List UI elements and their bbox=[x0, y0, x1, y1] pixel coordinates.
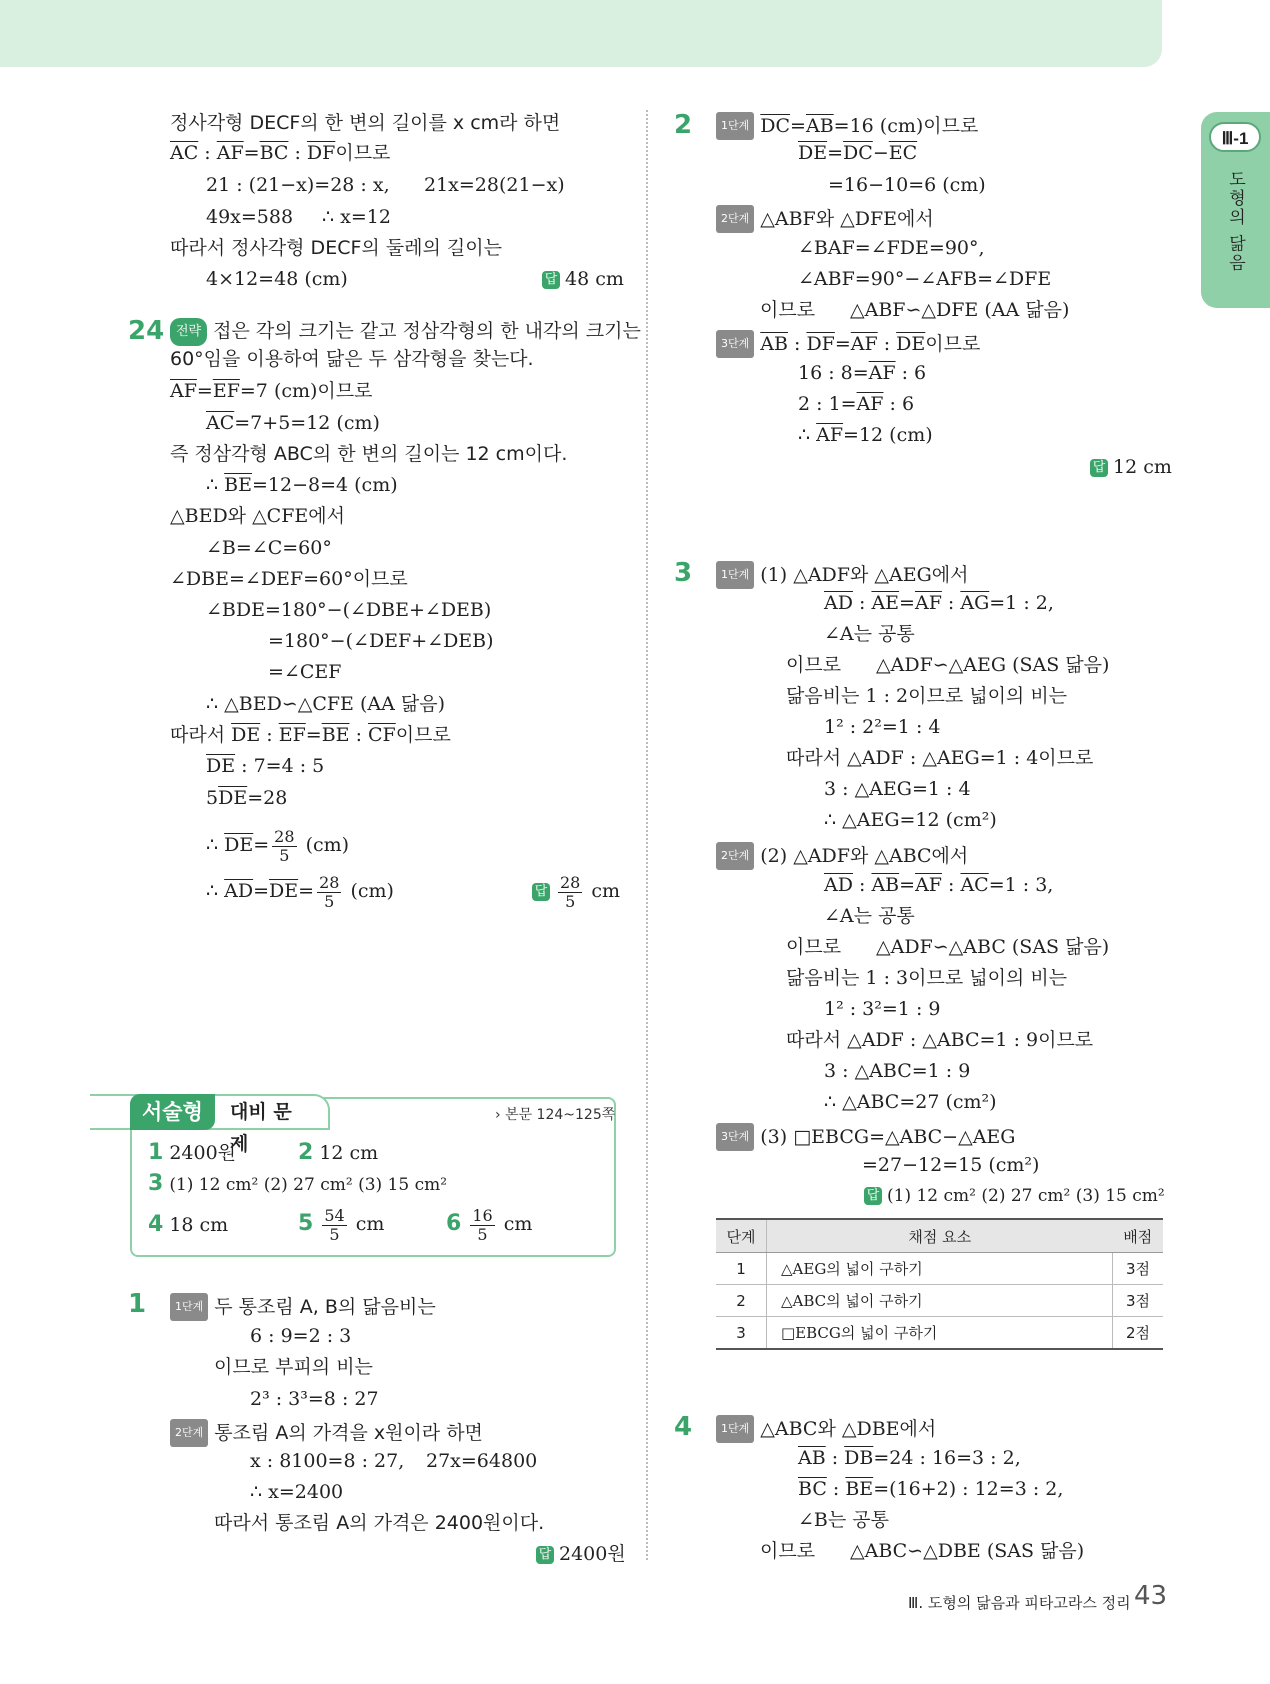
table-cell: 3점 bbox=[1113, 1253, 1164, 1285]
text-line bbox=[716, 205, 934, 233]
answer-mark: 답 bbox=[536, 1546, 554, 1564]
table-row bbox=[716, 1253, 1163, 1285]
unit: cm bbox=[503, 1213, 533, 1235]
equation: 1단계 $\overline{DC}=\overline{AB}=16$ (cm)이므로 bbox=[716, 112, 978, 140]
text-fragment: 16 : 8= bbox=[798, 362, 869, 384]
stage-badge: 3단계 bbox=[716, 330, 754, 358]
text-fragment: △ABF와 △DFE에서 bbox=[760, 208, 934, 230]
equation: ∴ x=12 bbox=[322, 206, 391, 228]
column-header: 배점 bbox=[1113, 1219, 1164, 1253]
equation: ∠BDE=180°−(∠DBE+∠DEB) bbox=[206, 599, 492, 621]
column-header: 단계 bbox=[716, 1219, 767, 1253]
table-cell: □EBCG의 넓이 구하기 bbox=[767, 1317, 1113, 1350]
text-fragment: =7+5=12 (cm) bbox=[234, 412, 380, 434]
text-line: 이므로 bbox=[760, 1540, 816, 1562]
problem-number-1: 1 bbox=[128, 1289, 147, 1319]
text-line bbox=[716, 1415, 936, 1443]
table-cell: 3 bbox=[716, 1317, 767, 1350]
stage-badge: 1단계 bbox=[716, 1415, 754, 1443]
text-fragment: =16 (cm)이므로 bbox=[833, 115, 979, 137]
answer-text: 2400원 bbox=[559, 1543, 626, 1565]
fraction: $\frac{16}{5}$ bbox=[472, 1205, 493, 1244]
equation: 21x=28(21−x) bbox=[424, 174, 565, 196]
strategy-line bbox=[170, 318, 641, 346]
equation: 3 : △ABC=1 : 9 bbox=[824, 1060, 971, 1082]
text-line bbox=[170, 1293, 436, 1321]
equation: ∴ x=2400 bbox=[250, 1481, 344, 1503]
text-line: 정사각형 DECF의 한 변의 길이를 x cm라 하면 bbox=[170, 112, 561, 134]
text-fragment: (1) △ADF와 △AEG에서 bbox=[760, 564, 969, 586]
page-number: 43 bbox=[1134, 1581, 1168, 1611]
table-row bbox=[716, 1285, 1163, 1317]
equation: 3 : △AEG=1 : 4 bbox=[824, 778, 971, 800]
equation: ∴ △BED∽△CFE (AA 닮음) bbox=[206, 693, 445, 715]
table-cell: 2점 bbox=[1113, 1317, 1164, 1350]
text-line: 닮음비는 1 : 3이므로 넓이의 비는 bbox=[786, 967, 1068, 989]
text-line: 따라서 통조림 A의 가격은 2400원이다. bbox=[214, 1512, 545, 1534]
text-fragment: (2) △ADF와 △ABC에서 bbox=[760, 845, 969, 867]
essay-answer-1: 1 2400원 bbox=[148, 1140, 237, 1165]
text-line: ∠A는 공통 bbox=[824, 905, 915, 927]
text-line: 즉 정삼각형 ABC의 한 변의 길이는 12 cm이다. bbox=[170, 443, 568, 465]
text-line: 이므로 부피의 비는 bbox=[214, 1356, 373, 1378]
table-cell: 1 bbox=[716, 1253, 767, 1285]
equation: 2 : $1=\overline{AF}$ : 6 bbox=[798, 393, 915, 415]
equation: 27x=64800 bbox=[426, 1450, 538, 1472]
strategy-text: 60°임을 이용하여 닮은 두 삼각형을 찾는다. bbox=[170, 348, 534, 370]
equation: 16 : $8=\overline{AF}$ : 6 bbox=[798, 362, 927, 384]
answer-24 bbox=[532, 870, 620, 912]
text-line: ∠A는 공통 bbox=[824, 623, 915, 645]
equation: =∠CEF bbox=[268, 661, 342, 683]
text-fragment: 2 : 1= bbox=[798, 393, 857, 415]
table-cell: △AEG의 넓이 구하기 bbox=[767, 1253, 1113, 1285]
chapter-side-tab[interactable] bbox=[1201, 112, 1270, 308]
text-fragment: 이므로 bbox=[395, 724, 451, 746]
stage-badge: 2단계 bbox=[716, 842, 754, 870]
equation: 21 : (21−x)=28 : x, bbox=[206, 174, 390, 196]
table-header-row bbox=[716, 1219, 1163, 1253]
text-fragment: =1 : 2, bbox=[989, 592, 1054, 614]
stage-badge: 1단계 bbox=[716, 561, 754, 589]
answer-23 bbox=[542, 266, 624, 292]
equation: ∴ $\overline{BE}=12-8=4$ (cm) bbox=[206, 474, 398, 496]
essay-title-main: 서술형 bbox=[130, 1094, 215, 1130]
answer-mark: 답 bbox=[542, 271, 560, 289]
answer-text: 2400원 bbox=[169, 1142, 237, 1164]
essay-answer-5: 5 $\frac{54}{5}$ cm bbox=[298, 1205, 385, 1244]
equation: =180°−(∠DEF+∠DEB) bbox=[268, 630, 494, 652]
essay-answer-4: 4 18 cm bbox=[148, 1212, 229, 1237]
equation: 따라서 $\overline{DE}$ : $\overline{EF}=\overline{BE}$ : $\overline{CF}$이므로 bbox=[170, 724, 451, 746]
strategy-text: 접은 각의 크기는 같고 정삼각형의 한 내각의 크기는 bbox=[213, 320, 641, 342]
text-line: 이므로 bbox=[786, 936, 842, 958]
answer-text: (1) 12 cm² (2) 27 cm² (3) 15 cm² bbox=[169, 1175, 448, 1195]
equation: =16−10=6 (cm) bbox=[828, 174, 986, 196]
text-line: 따라서 정사각형 DECF의 둘레의 길이는 bbox=[170, 237, 502, 259]
equation: 2³ : 3³=8 : 27 bbox=[250, 1388, 379, 1410]
unit: cm bbox=[591, 880, 621, 902]
equation: $\overline{DE}=\overline{DC}-\overline{EC}$ bbox=[798, 142, 918, 164]
equation: ∴ △ABC=27 (cm²) bbox=[824, 1091, 997, 1113]
equation: $\overline{AD}$ : $\overline{AB}=\overline{AF}$ : $\overline{AC}=1$ : 3, bbox=[824, 874, 1054, 896]
text-fragment: =28 bbox=[247, 787, 288, 809]
fraction: $\frac{28}{5}$ bbox=[319, 872, 340, 911]
equation: 6 : 9=2 : 3 bbox=[250, 1325, 352, 1347]
equation: 4×12=48 (cm) bbox=[206, 268, 348, 290]
equation: ∠DBE=∠DEF=60°이므로 bbox=[170, 568, 408, 590]
text-line: 따라서 △ADF : △ABC=1 : 9이므로 bbox=[786, 1029, 1094, 1051]
equation: $5\overline{DE}=28$ bbox=[206, 787, 288, 809]
equation: $\overline{AF}=\overline{EF}=7$ (cm)이므로 bbox=[170, 380, 373, 402]
scoring-table bbox=[716, 1218, 1163, 1350]
stage-badge: 1단계 bbox=[716, 112, 754, 140]
reference-text: 본문 124~125쪽 bbox=[505, 1107, 616, 1123]
problem-number-3: 3 bbox=[674, 558, 693, 588]
problem-number-4: 4 bbox=[674, 1412, 693, 1442]
text-fragment: =24 : 16=3 : 2, bbox=[873, 1447, 1021, 1469]
equation: ∠BAF=∠FDE=90°, bbox=[798, 237, 985, 259]
fraction: $\frac{28}{5}$ bbox=[560, 872, 581, 911]
equation: △ABF∽△DFE (AA 닮음) bbox=[850, 299, 1070, 321]
text-fragment: : 7=4 : 5 bbox=[235, 755, 325, 777]
equation: $\overline{AD}$ : $\overline{AE}=\overline{AF}$ : $\overline{AG}=1$ : 2, bbox=[824, 592, 1054, 614]
text-line bbox=[170, 1419, 483, 1447]
strategy-tag: 전략 bbox=[170, 318, 207, 346]
equation: ∴ $\overline{DE}=$ $\frac{28}{5}$ (cm) bbox=[206, 826, 350, 865]
unit: (cm) bbox=[305, 834, 350, 856]
answer-text: (1) 12 cm² (2) 27 cm² (3) 15 cm² bbox=[887, 1186, 1165, 1206]
table-cell: △ABC의 넓이 구하기 bbox=[767, 1285, 1113, 1317]
equation: ∠ABF=90°−∠AFB=∠DFE bbox=[798, 268, 1052, 290]
text-fragment: : 6 bbox=[883, 393, 915, 415]
table-cell: 3점 bbox=[1113, 1285, 1164, 1317]
stage-badge: 3단계 bbox=[716, 1123, 754, 1151]
text-fragment: 두 통조림 A, B의 닮음비는 bbox=[214, 1296, 436, 1318]
equation: 3단계 $\overline{AB}$ : $\overline{DF}=\overline{AF}$ : $\overline{DE}$이므로 bbox=[716, 330, 980, 358]
equation: ∴ $\overline{AD}=\overline{DE}=$ $\frac{28}{5}$ (cm) bbox=[206, 872, 394, 911]
header-band bbox=[0, 0, 1162, 67]
stage-badge: 2단계 bbox=[716, 205, 754, 233]
chapter-title: 도형의 닮음 bbox=[1225, 170, 1245, 273]
equation: ∴ △AEG=12 (cm²) bbox=[824, 809, 997, 831]
equation bbox=[716, 1123, 1015, 1151]
text-fragment: =7 (cm)이므로 bbox=[239, 380, 373, 402]
text-fragment: △ABC와 △DBE에서 bbox=[760, 1418, 937, 1440]
text-fragment: : 6 bbox=[895, 362, 927, 384]
text-fragment: (3) □EBCG=△ABC−△AEG bbox=[760, 1126, 1016, 1148]
table-row bbox=[716, 1317, 1163, 1350]
text-line: 이므로 bbox=[786, 654, 842, 676]
equation: 1² : 2²=1 : 4 bbox=[824, 716, 941, 738]
stage-badge: 1단계 bbox=[170, 1293, 208, 1321]
equation: $\overline{AC}=7+5=12$ (cm) bbox=[206, 412, 380, 434]
essay-answer-2: 2 12 cm bbox=[298, 1140, 379, 1165]
answer-1 bbox=[536, 1541, 626, 1567]
chapter-footer: Ⅲ. 도형의 닮음과 피타고라스 정리 bbox=[908, 1594, 1131, 1612]
text-fragment: =12−8=4 (cm) bbox=[251, 474, 398, 496]
text-line: 따라서 △ADF : △AEG=1 : 4이므로 bbox=[786, 747, 1094, 769]
equation: 1² : 3²=1 : 9 bbox=[824, 998, 941, 1020]
answer-mark: 답 bbox=[532, 883, 550, 901]
unit: cm bbox=[355, 1213, 385, 1235]
text-fragment: =(16+2) : 12=3 : 2, bbox=[873, 1478, 1064, 1500]
essay-answer-3: 3 (1) 12 cm² (2) 27 cm² (3) 15 cm² bbox=[148, 1171, 448, 1196]
column-divider bbox=[646, 110, 648, 1560]
chapter-badge: Ⅲ-1 bbox=[1209, 122, 1261, 152]
unit: (cm) bbox=[350, 880, 394, 902]
problem-number-2: 2 bbox=[674, 110, 693, 140]
equation: △ADF∽△AEG (SAS 닮음) bbox=[876, 654, 1110, 676]
page-reference[interactable]: › 본문 124~125쪽 bbox=[495, 1107, 616, 1123]
answer-3 bbox=[864, 1183, 1165, 1209]
equation: ∠B=∠C=60° bbox=[206, 537, 332, 559]
equation: $\overline{BC}$ : $\overline{BE}=(16+2)$ : 12=3 : 2, bbox=[798, 1478, 1064, 1500]
text-line: 닮음비는 1 : 2이므로 넓이의 비는 bbox=[786, 685, 1068, 707]
equation: =27−12=15 (cm²) bbox=[862, 1154, 1040, 1176]
equation: △ABC∽△DBE (SAS 닮음) bbox=[850, 1540, 1085, 1562]
equation: $\overline{DE}$ : 7=4 : 5 bbox=[206, 755, 325, 777]
table-cell: 2 bbox=[716, 1285, 767, 1317]
equation: △ADF∽△ABC (SAS 닮음) bbox=[876, 936, 1110, 958]
problem-number-24: 24 bbox=[128, 316, 165, 346]
answer-2 bbox=[1090, 454, 1172, 480]
essay-title-sub: 대비 문제 bbox=[90, 1094, 330, 1130]
equation: ∴ $\overline{AF}=12$ (cm) bbox=[798, 424, 933, 446]
equation: 49x=588 bbox=[206, 206, 294, 228]
text-line: ∠B는 공통 bbox=[798, 1509, 889, 1531]
answer-text: 18 cm bbox=[169, 1214, 229, 1236]
text-fragment: 이므로 bbox=[335, 142, 391, 164]
answer-mark: 답 bbox=[864, 1187, 882, 1205]
text-line bbox=[716, 842, 968, 870]
text-line: $\overline{AC}$ : $\overline{AF}=\overline{BC}$ : $\overline{DF}$이므로 bbox=[170, 142, 391, 164]
text-line: 이므로 bbox=[760, 299, 816, 321]
text-line: △BED와 △CFE에서 bbox=[170, 505, 345, 527]
fraction: $\frac{54}{5}$ bbox=[324, 1205, 345, 1244]
text-line bbox=[716, 561, 968, 589]
text-fragment: 이므로 bbox=[925, 333, 981, 355]
answer-text: 12 cm bbox=[319, 1142, 379, 1164]
equation: x : 8100=8 : 27, bbox=[250, 1450, 405, 1472]
text-fragment: =1 : 3, bbox=[988, 874, 1054, 896]
text-fragment: =12 (cm) bbox=[843, 424, 933, 446]
column-header: 채점 요소 bbox=[767, 1219, 1113, 1253]
answer-text: 48 cm bbox=[565, 268, 624, 290]
fraction: $\frac{28}{5}$ bbox=[274, 826, 295, 865]
equation: $\overline{AB}$ : $\overline{DB}=24$ : 16=3 : 2, bbox=[798, 1447, 1021, 1469]
answer-text: 12 cm bbox=[1113, 456, 1172, 478]
text-fragment: 통조림 A의 가격을 x원이라 하면 bbox=[214, 1422, 483, 1444]
answer-mark: 답 bbox=[1090, 459, 1108, 477]
essay-answer-6: 6 $\frac{16}{5}$ cm bbox=[446, 1205, 533, 1244]
stage-badge: 2단계 bbox=[170, 1419, 208, 1447]
